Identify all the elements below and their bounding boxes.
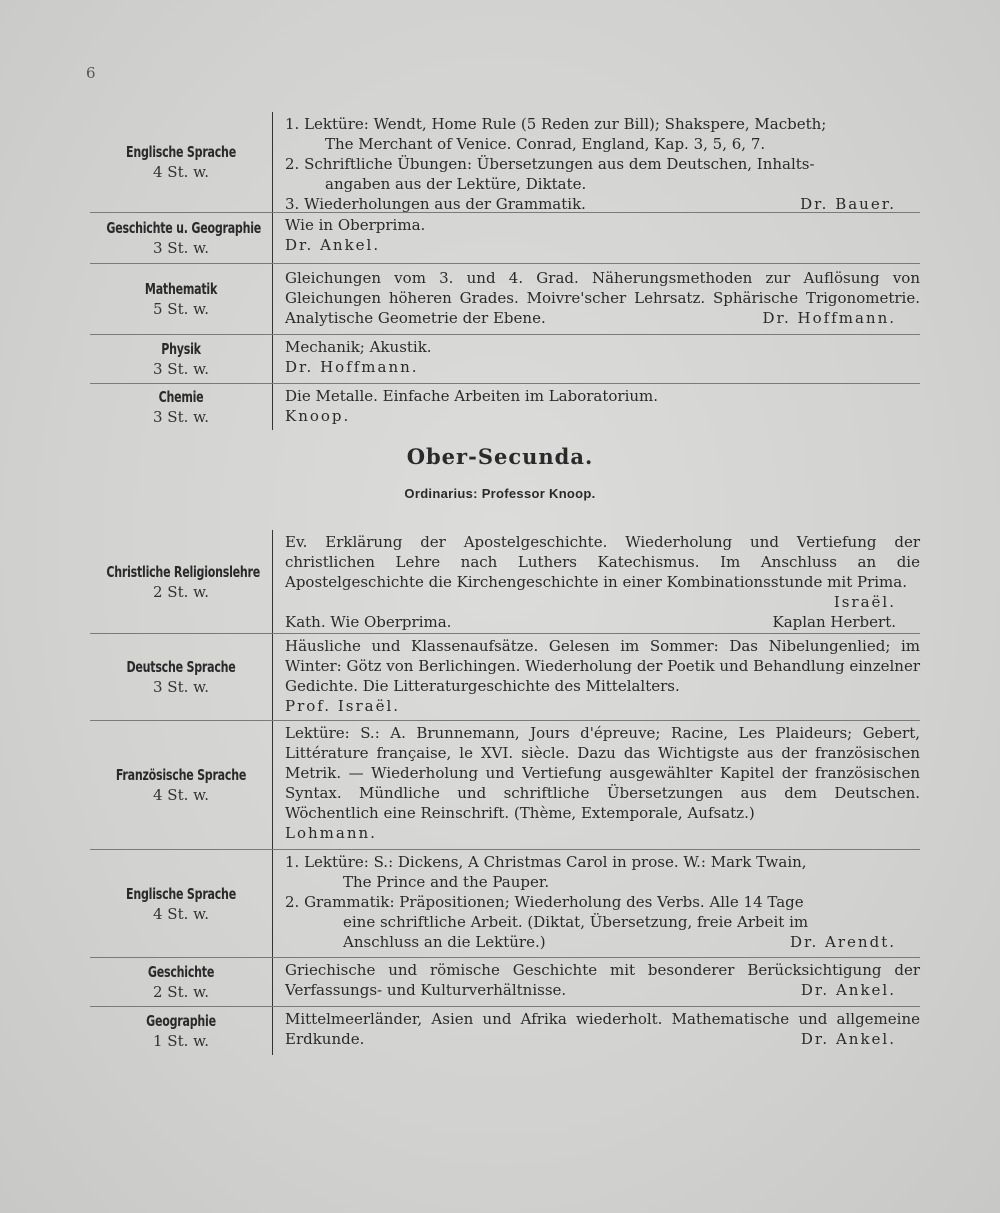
content-line: 1. Lektüre: Wendt, Home Rule (5 Reden zur Bill); Shakspere, Macbeth; [285,115,827,133]
subject-cell [90,530,272,633]
section-heading: Ober-Secunda. [406,444,594,469]
teacher-signature: Dr. Hoffmann. [285,358,419,376]
content-line: 2. Schriftliche Übungen: Übersetzungen aus dem Deutschen, Inhalts- [285,155,815,173]
content-line-with-signature [285,194,920,214]
subject-name: Mathematik [144,280,218,298]
subject-hours: 3 St. w. [153,678,209,696]
teacher-signature: Lohmann. [285,824,377,842]
subject-name: Englische Sprache [126,884,236,903]
subject-cell [90,634,272,720]
content-cell [272,1007,920,1055]
lower-curriculum-table [90,530,920,1055]
content-cell [272,264,920,334]
content-cell [272,721,920,849]
content-cell [272,530,920,633]
table-row [90,958,920,1007]
subject-hours: 4 St. w. [153,904,209,923]
content-text: Lektüre: S.: A. Brunnemann, Jours d'épreuve; Racine, Les Plaideurs; Gebert, Littérature française, le XVI. siècle. Dazu das Wichtigste aus der französischen Metrik. — Wiederholung und Vertiefung ausgewählter Kapitel der französischen Syntax. Mündliche und schriftliche Übersetzungen aus dem Deutschen. Wöchentlich eine Reinschrift. (Thème, Extemporale, Aufsatz.) [285,724,920,822]
subject-cell [90,958,272,1006]
subject-hours: 4 St. w. [153,163,209,181]
subject-name: Physik [161,340,201,358]
teacher-signature: Prof. Israël. [285,697,401,715]
table-row [90,112,920,213]
subject-cell [90,213,272,263]
content-text: Griechische und römische Geschichte mit besonderer Berücksichtigung der Verfassungs- und Kulturverhältnisse. [285,961,920,999]
subject-name: Christliche Religionslehre [106,562,261,581]
subject-cell [90,384,272,430]
table-row [90,530,920,634]
content-line: eine schriftliche Arbeit. (Diktat, Übersetzung, freie Arbeit im [343,913,809,931]
table-row [90,335,920,384]
content-text: Ev. Erklärung der Apostelgeschichte. Wiederholung und Vertiefung der christlichen Lehre nach Luthers Katechismus. Im Anschluss an die Apostelgeschichte die Kirchengeschichte in einer Kombinationsstunde mit Prima. [285,533,920,591]
subject-name: Geschichte [147,963,215,981]
content-line: angaben aus der Lektüre, Diktate. [325,175,587,193]
subject-cell [90,1007,272,1055]
content-text: Häusliche und Klassenaufsätze. Gelesen im Sommer: Das Nibelungenlied; im Winter: Götz von Berlichingen. Wiederholung der Poetik und Behandlung einzelner Gedichte. Die Litteraturgeschichte des Mittelalters. [285,637,920,695]
teacher-signature: Dr. Arendt. [789,933,896,951]
content-line: The Prince and the Pauper. [343,873,550,891]
teacher-signature: Dr. Hoffmann. [762,309,896,327]
subject-hours: 3 St. w. [153,239,209,257]
content-cell [272,958,920,1006]
content-line: Anschluss an die Lektüre.) [343,933,546,951]
content-cell [272,112,920,212]
table-row [90,384,920,430]
table-row [90,213,920,264]
content-cell [272,850,920,957]
content-cell [272,213,920,263]
subject-hours: 2 St. w. [153,582,209,601]
content-text: Mechanik; Akustik. [285,338,432,356]
subject-hours: 2 St. w. [153,983,209,1001]
subject-name: Geschichte u. Geographie [106,219,262,237]
content-text: Gleichungen vom 3. und 4. Grad. Näherungsmethoden zur Auflösung von Gleichungen höheren Grades. Moivre'scher Lehrsatz. Sphärische Trigonometrie. Analytische Geometrie der Ebene. [285,269,920,327]
teacher-signature: Dr. Ankel. [285,236,381,254]
subject-name: Deutsche Sprache [126,658,236,676]
table-row [90,850,920,958]
content-cell [272,384,920,430]
subject-name: Geographie [146,1012,216,1030]
subject-hours: 4 St. w. [153,786,209,804]
subject-name: Französische Sprache [115,766,247,784]
teacher-signature: Knoop. [285,407,351,425]
table-row [90,721,920,850]
content-cell [272,634,920,720]
ordinarius-line: Ordinarius: Professor Knoop. [404,486,596,501]
teacher-signature: Israël. [833,593,896,611]
subject-cell [90,721,272,849]
subject-cell [90,850,272,957]
teacher-signature: Dr. Ankel. [800,1030,896,1048]
content-text: Die Metalle. Einfache Arbeiten im Laboratorium. [285,387,659,405]
table-row [90,1007,920,1055]
upper-curriculum-table [90,112,920,430]
subject-hours: 3 St. w. [153,360,209,378]
subject-cell [90,264,272,334]
content-text: Wie in Oberprima. [285,216,426,234]
subject-hours: 1 St. w. [153,1032,209,1050]
subject-cell [90,335,272,383]
teacher-signature: Dr. Bauer. [800,195,896,213]
subject-name: Chemie [158,388,204,406]
subject-cell [90,112,272,212]
subject-name: Englische Sprache [126,143,236,161]
content-line: The Merchant of Venice. Conrad, England, Kap. 3, 5, 6, 7. [325,135,766,153]
content-text: Mittelmeerländer, Asien und Afrika wiederholt. Mathematische und allgemeine Erdkunde. [285,1010,920,1048]
table-row [90,634,920,721]
content-line: 1. Lektüre: S.: Dickens, A Christmas Carol in prose. W.: Mark Twain, [285,853,807,871]
page-number: 6 [86,64,96,82]
subject-hours: 3 St. w. [153,408,209,426]
content-line: 2. Grammatik: Präpositionen; Wiederholung des Verbs. Alle 14 Tage [285,893,804,911]
content-text: Kath. Wie Oberprima. [285,613,452,631]
teacher-signature: Kaplan Herbert. [772,613,896,631]
content-cell [272,335,920,383]
teacher-signature: Dr. Ankel. [800,981,896,999]
table-row [90,264,920,335]
subject-hours: 5 St. w. [153,300,209,318]
content-line: 3. Wiederholungen aus der Grammatik. [285,195,586,213]
